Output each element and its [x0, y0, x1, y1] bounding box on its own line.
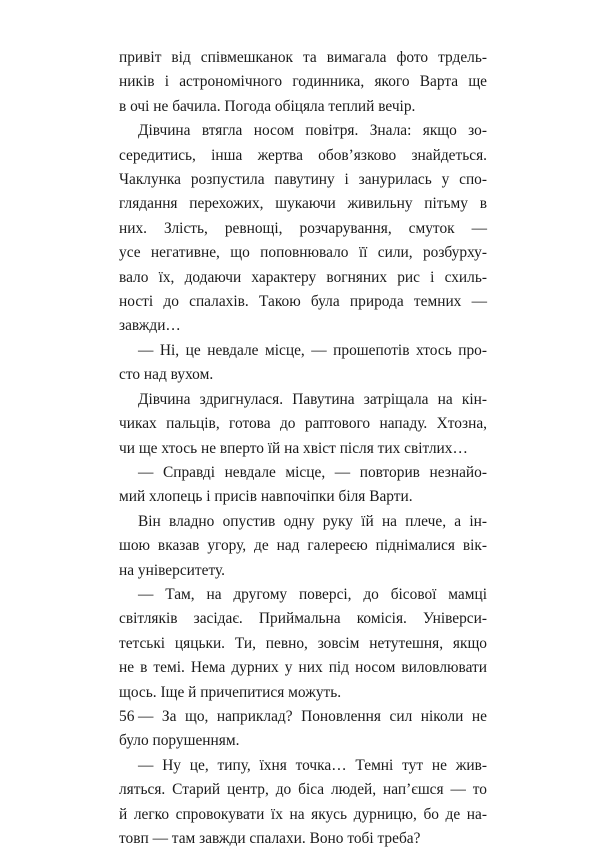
text-line: мий хлопець і присів навпочіпки біля Варти. — [119, 488, 413, 506]
text-line: тетські цяцьки. Ти, певно, зовсім нетутешня, якщо — [119, 634, 487, 652]
paragraph — [119, 705, 487, 754]
text-line: привіт від співмешканок та вимагала фото трдель- — [119, 49, 487, 66]
paragraph — [119, 461, 487, 510]
text-line: — Ні, це невдале місце, — прошепотів хтось про- — [138, 341, 487, 359]
paragraph — [119, 46, 487, 119]
text-line: — Ну це, типу, їхня точка… Темні тут не жив- — [138, 756, 487, 774]
text-line: ності до спалахів. Такою була природа темних — — [119, 293, 487, 311]
text-line: ників і астрономічного годинника, якого Варта ще — [119, 73, 487, 91]
paragraph — [119, 583, 487, 705]
paragraph-container — [119, 46, 487, 851]
text-line: на університету. — [119, 561, 225, 579]
paragraph — [119, 754, 487, 851]
text-line: — За що, наприклад? Поновлення сил ніколи не — [138, 707, 487, 725]
text-line: — Там, на другому поверсі, до бісової мамці — [138, 585, 487, 603]
page-number: 56 — [119, 708, 135, 725]
text-line: щось. Іще й причепитися можуть. — [119, 683, 342, 701]
text-line: в очі не бачила. Погода обіцяла теплий вечір. — [119, 97, 416, 115]
text-line: ляться. Старий центр, до біса людей, нап’єшся — то — [119, 781, 487, 799]
text-line: завжди… — [119, 317, 181, 335]
text-line: усе негативне, що поповнювало її сили, розбурху- — [119, 244, 487, 262]
text-line: середитись, інша жертва обов’язково знайдеться. — [119, 146, 487, 164]
text-line: Він владно опустив одну руку їй на плече, а ін- — [138, 512, 487, 530]
text-line: Чаклунка розпустила павутину і занурилась у спо- — [119, 171, 487, 189]
text-line: сто над вухом. — [119, 366, 214, 384]
text-line: світляків засідає. Приймальна комісія. Універси- — [119, 610, 487, 628]
paragraph — [119, 119, 487, 339]
text-line: товп — там завжди спалахи. Воно тобі треба? — [119, 830, 421, 847]
paragraph — [119, 510, 487, 583]
text-line: Дівчина здригнулася. Павутина затріщала на кін- — [138, 390, 487, 408]
text-line: чиках пальців, готова до раптового нападу. Хтозна, — [119, 415, 487, 433]
text-line: шою вказав угору, де над галереєю піднімалися вік- — [119, 537, 487, 555]
text-line: було порушенням. — [119, 732, 240, 750]
text-line: й легко спровокувати їх на якусь дурницю, бо де на- — [119, 805, 487, 823]
text-line: не в темі. Нема дурних у них під носом виловлювати — [119, 659, 487, 677]
text-line: — Справді невдале місце, — повторив незнайо- — [138, 463, 487, 481]
page-body-text — [119, 46, 487, 851]
text-line: Дівчина втягла носом повітря. Знала: якщо зо- — [138, 122, 487, 140]
paragraph — [119, 339, 487, 388]
paragraph — [119, 388, 487, 461]
text-line: них. Злість, ревнощі, розчарування, смуток — — [119, 219, 487, 237]
text-line: чи ще хтось не вперто їй на хвіст після тих світлих… — [119, 439, 468, 457]
text-line: глядання перехожих, шукаючи живильну пітьму в — [119, 195, 487, 213]
text-line: вало їх, додаючи характеру вогняних рис і схиль- — [119, 268, 487, 286]
